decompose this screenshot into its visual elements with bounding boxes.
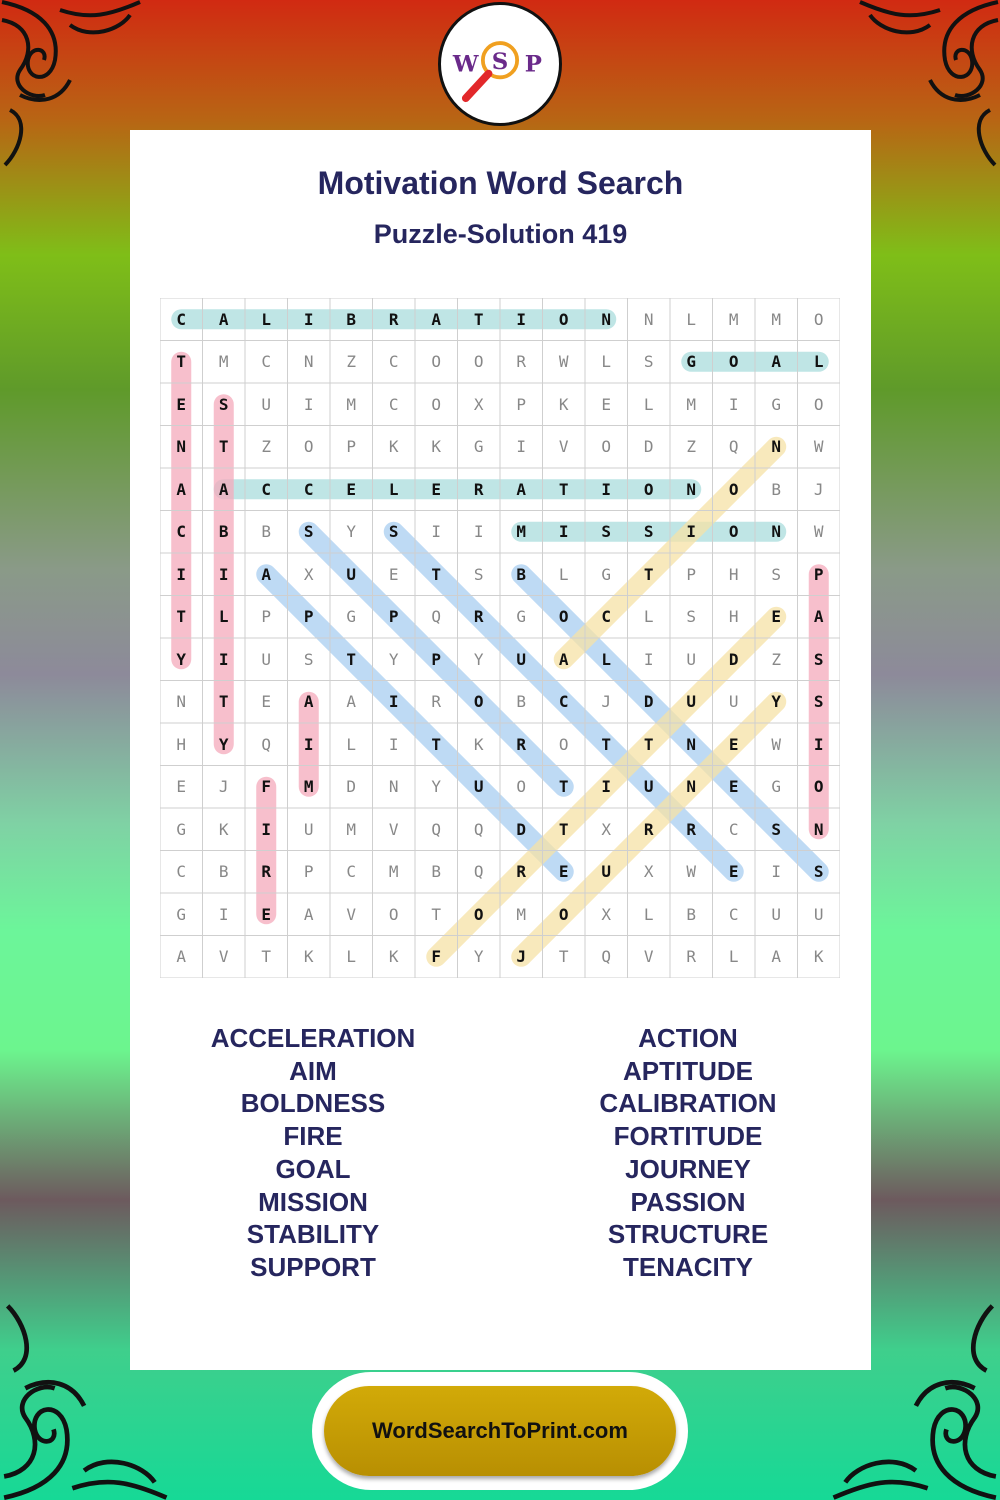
grid-cell[interactable]: L — [218, 607, 229, 627]
grid-cell[interactable]: P — [388, 607, 399, 627]
grid-cell[interactable]: T — [218, 437, 229, 457]
grid-cell[interactable]: T — [558, 819, 569, 839]
grid-cell[interactable]: J — [516, 947, 527, 967]
grid-cell[interactable]: E — [728, 777, 739, 797]
grid-cell[interactable]: Y — [431, 777, 442, 797]
grid-cell[interactable]: N — [771, 437, 782, 457]
word-list-item: TENACITY — [623, 1251, 753, 1282]
word-list-item: STABILITY — [246, 1219, 380, 1250]
word-list-item: JOURNEY — [625, 1153, 751, 1184]
grid-cell[interactable]: O — [303, 437, 314, 457]
grid-cell[interactable]: Z — [346, 352, 357, 372]
grid-cell[interactable]: R — [643, 819, 654, 839]
grid-cell[interactable]: T — [431, 564, 442, 584]
grid-cell[interactable]: L — [643, 904, 654, 924]
grid-cell[interactable]: G — [601, 564, 612, 584]
grid-cell[interactable]: R — [473, 479, 484, 499]
grid-cell[interactable]: O — [558, 309, 569, 329]
word-list-item: GOAL — [275, 1153, 351, 1184]
grid-cell[interactable]: T — [643, 564, 654, 584]
grid-cell[interactable]: W — [558, 352, 569, 372]
grid-cell[interactable]: I — [643, 649, 654, 669]
grid-cell[interactable]: C — [388, 394, 399, 414]
grid-cell[interactable]: U — [643, 777, 654, 797]
grid-cell[interactable]: X — [473, 394, 484, 414]
grid-cell[interactable]: P — [813, 564, 824, 584]
grid-cell[interactable]: O — [473, 692, 484, 712]
grid-cell[interactable]: Z — [686, 437, 697, 457]
grid-cell[interactable]: S — [813, 692, 824, 712]
grid-cell[interactable]: E — [601, 394, 612, 414]
grid-cell[interactable]: K — [218, 819, 229, 839]
grid-cell[interactable]: J — [218, 777, 229, 797]
grid-cell[interactable]: R — [473, 607, 484, 627]
grid-cell[interactable]: Y — [346, 522, 357, 542]
grid-cell[interactable]: S — [686, 607, 697, 627]
grid-cell[interactable]: M — [686, 394, 697, 414]
word-list-right — [503, 1022, 873, 1284]
logo-letter-s: S — [491, 48, 509, 75]
word-list-item: BOLDNESS — [240, 1088, 386, 1119]
grid-cell[interactable]: T — [176, 607, 187, 627]
grid-cell[interactable]: R — [686, 947, 697, 967]
grid-cell[interactable]: I — [261, 819, 272, 839]
grid-cell[interactable]: E — [176, 777, 187, 797]
grid-cell[interactable]: E — [388, 564, 399, 584]
word-list-item: MISSION — [258, 1186, 368, 1217]
grid-cell[interactable]: V — [388, 819, 399, 839]
grid-cell[interactable]: O — [643, 479, 654, 499]
word-list-item: STRUCTURE — [607, 1219, 769, 1250]
grid-cell[interactable]: O — [813, 777, 824, 797]
grid-cell[interactable]: P — [346, 437, 357, 457]
grid-cell[interactable]: Z — [261, 437, 272, 457]
grid-cell[interactable]: S — [813, 862, 824, 882]
grid-cell[interactable]: C — [388, 352, 399, 372]
wsp-logo[interactable] — [438, 2, 562, 126]
word-list-item: FORTITUDE — [613, 1121, 763, 1152]
grid-cell[interactable]: R — [516, 862, 527, 882]
grid-cell[interactable]: C — [728, 819, 739, 839]
grid-cell[interactable]: O — [558, 734, 569, 754]
grid-cell[interactable]: S — [643, 522, 654, 542]
logo-letter-p: P — [524, 51, 542, 78]
grid-cell[interactable]: N — [176, 692, 187, 712]
grid-cell[interactable]: M — [303, 777, 314, 797]
grid-cell[interactable]: C — [728, 904, 739, 924]
grid-cell[interactable]: V — [558, 437, 569, 457]
grid-cell[interactable]: A — [261, 564, 272, 584]
grid-cell[interactable]: E — [261, 904, 272, 924]
grid-cell[interactable]: L — [643, 607, 654, 627]
grid-cell[interactable]: M — [346, 394, 357, 414]
grid-cell[interactable]: C — [176, 862, 187, 882]
grid-cell[interactable]: C — [261, 352, 272, 372]
grid-cell[interactable]: B — [218, 522, 229, 542]
grid-cell[interactable]: I — [686, 522, 697, 542]
grid-cell[interactable]: U — [686, 692, 697, 712]
grid-cell[interactable]: L — [558, 564, 569, 584]
grid-cell[interactable]: E — [728, 862, 739, 882]
grid-cell[interactable]: S — [303, 649, 314, 669]
grid-cell[interactable]: C — [558, 692, 569, 712]
grid-cell[interactable]: I — [176, 564, 187, 584]
grid-cell[interactable]: X — [601, 904, 612, 924]
grid-cell[interactable]: C — [601, 607, 612, 627]
grid-cell[interactable]: K — [303, 947, 314, 967]
grid-cell[interactable]: U — [516, 649, 527, 669]
grid-cell[interactable]: X — [601, 819, 612, 839]
grid-cell[interactable]: C — [176, 309, 187, 329]
grid-cell[interactable]: B — [431, 862, 442, 882]
grid-cell[interactable]: C — [303, 479, 314, 499]
grid-cell[interactable]: M — [728, 309, 739, 329]
grid-cell[interactable]: P — [431, 649, 442, 669]
grid-cell[interactable]: T — [473, 309, 484, 329]
grid-cell[interactable]: B — [516, 564, 527, 584]
grid-cell[interactable]: H — [176, 734, 187, 754]
grid-cell[interactable]: N — [601, 309, 612, 329]
grid-cell[interactable]: O — [431, 394, 442, 414]
grid-cell[interactable]: W — [813, 522, 824, 542]
grid-cell[interactable]: I — [218, 564, 229, 584]
grid-cell[interactable]: Z — [771, 649, 782, 669]
grid-cell[interactable]: T — [431, 904, 442, 924]
grid-cell[interactable]: S — [473, 564, 484, 584]
grid-cell[interactable]: V — [346, 904, 357, 924]
grid-cell[interactable]: U — [686, 649, 697, 669]
grid-cell[interactable]: P — [686, 564, 697, 584]
grid-cell[interactable]: T — [643, 734, 654, 754]
grid-cell[interactable]: M — [516, 904, 527, 924]
grid-cell[interactable]: L — [601, 352, 612, 372]
grid-cell[interactable]: L — [346, 947, 357, 967]
grid-cell[interactable]: M — [516, 522, 527, 542]
grid-cell[interactable]: L — [813, 352, 824, 372]
word-list-item: AIM — [289, 1055, 337, 1086]
grid-cell[interactable]: Q — [473, 819, 484, 839]
grid-cell[interactable]: B — [686, 904, 697, 924]
grid-cell[interactable]: Y — [473, 649, 484, 669]
grid-cell[interactable]: D — [728, 649, 739, 669]
grid-cell[interactable]: N — [303, 352, 314, 372]
grid-cell[interactable]: B — [218, 862, 229, 882]
grid-cell[interactable]: U — [303, 819, 314, 839]
grid-cell[interactable]: Q — [431, 607, 442, 627]
grid-cell[interactable]: T — [218, 692, 229, 712]
grid-cell[interactable]: O — [728, 522, 739, 542]
grid-cell[interactable]: R — [516, 352, 527, 372]
grid-cell[interactable]: I — [218, 904, 229, 924]
grid-cell[interactable]: P — [516, 394, 527, 414]
grid-cell[interactable]: R — [686, 819, 697, 839]
word-list-item: FIRE — [283, 1121, 343, 1152]
grid-cell[interactable]: X — [303, 564, 314, 584]
grid-cell[interactable]: I — [516, 437, 527, 457]
grid-cell[interactable]: W — [813, 437, 824, 457]
grid-cell[interactable]: I — [516, 309, 527, 329]
grid-cell[interactable]: A — [218, 479, 229, 499]
grid-cell[interactable]: E — [558, 862, 569, 882]
grid-cell[interactable]: S — [813, 649, 824, 669]
grid-cell[interactable]: A — [346, 692, 357, 712]
page-title: Motivation Word Search — [317, 165, 684, 201]
grid-cell[interactable]: P — [303, 862, 314, 882]
grid-cell[interactable]: A — [771, 352, 782, 372]
grid-cell[interactable]: D — [346, 777, 357, 797]
grid-cell[interactable]: N — [686, 479, 697, 499]
grid-cell[interactable]: U — [813, 904, 824, 924]
grid-cell[interactable]: N — [388, 777, 399, 797]
grid-cell[interactable]: A — [516, 479, 527, 499]
grid-cell[interactable]: Y — [473, 947, 484, 967]
grid-cell[interactable]: J — [601, 692, 612, 712]
grid-cell[interactable]: R — [261, 862, 272, 882]
grid-cell[interactable]: G — [771, 777, 782, 797]
grid-cell[interactable]: O — [728, 479, 739, 499]
grid-cell[interactable]: N — [686, 777, 697, 797]
grid-cell[interactable]: N — [771, 522, 782, 542]
grid-cell[interactable]: D — [643, 692, 654, 712]
grid-cell[interactable]: R — [431, 692, 442, 712]
grid-cell[interactable]: A — [813, 607, 824, 627]
grid-cell[interactable]: Q — [601, 947, 612, 967]
grid-cell[interactable]: I — [771, 862, 782, 882]
grid-cell[interactable]: E — [261, 692, 272, 712]
grid-cell[interactable]: B — [261, 522, 272, 542]
grid-cell[interactable]: E — [771, 607, 782, 627]
grid-cell[interactable]: T — [558, 777, 569, 797]
grid-cell[interactable]: N — [176, 437, 187, 457]
grid-cell[interactable]: Y — [176, 649, 187, 669]
grid-cell[interactable]: Q — [728, 437, 739, 457]
grid-cell[interactable]: D — [516, 819, 527, 839]
page-subtitle: Puzzle-Solution 419 — [373, 219, 628, 249]
grid-cell[interactable]: G — [473, 437, 484, 457]
grid-cell[interactable]: V — [218, 947, 229, 967]
grid-cell[interactable]: S — [388, 522, 399, 542]
grid-cell[interactable]: T — [346, 649, 357, 669]
word-list-item: PASSION — [630, 1186, 746, 1217]
grid-cell[interactable]: E — [176, 394, 187, 414]
grid-cell[interactable]: G — [516, 607, 527, 627]
word-list-item: APTITUDE — [623, 1055, 753, 1086]
grid-cell[interactable]: P — [261, 607, 272, 627]
grid-cell[interactable]: O — [516, 777, 527, 797]
grid-cell[interactable]: H — [728, 564, 739, 584]
grid-cell[interactable]: O — [813, 394, 824, 414]
corner-ornament-top-left — [0, 0, 150, 170]
word-list-item: ACTION — [638, 1023, 738, 1053]
grid-cell[interactable]: C — [261, 479, 272, 499]
grid-cell[interactable]: C — [176, 522, 187, 542]
grid-cell[interactable]: W — [686, 862, 697, 882]
grid-cell[interactable]: G — [346, 607, 357, 627]
grid-cell[interactable]: M — [771, 309, 782, 329]
puzzle-panel — [130, 130, 871, 1370]
grid-cell[interactable]: F — [261, 777, 272, 797]
grid-cell[interactable]: I — [388, 734, 399, 754]
grid-cell[interactable]: X — [643, 862, 654, 882]
grid-cell[interactable]: S — [643, 352, 654, 372]
grid-cell[interactable]: E — [728, 734, 739, 754]
grid-cell[interactable]: O — [473, 904, 484, 924]
grid-cell[interactable]: I — [303, 309, 314, 329]
grid-cell[interactable]: U — [473, 777, 484, 797]
grid-cell[interactable]: O — [558, 607, 569, 627]
grid-cell[interactable]: K — [813, 947, 824, 967]
grid-cell[interactable]: O — [388, 904, 399, 924]
grid-cell[interactable]: S — [771, 819, 782, 839]
grid-cell[interactable]: A — [176, 947, 187, 967]
grid-cell[interactable]: G — [771, 394, 782, 414]
grid-cell[interactable]: Y — [771, 692, 782, 712]
grid-cell[interactable]: A — [303, 904, 314, 924]
grid-cell[interactable]: E — [346, 479, 357, 499]
grid-cell[interactable]: O — [601, 437, 612, 457]
grid-cell[interactable]: U — [261, 394, 272, 414]
grid-cell[interactable]: S — [771, 564, 782, 584]
grid-cell[interactable]: O — [728, 352, 739, 372]
grid-cell[interactable]: A — [431, 309, 442, 329]
grid-cell[interactable]: L — [601, 649, 612, 669]
grid-cell[interactable]: S — [601, 522, 612, 542]
grid-cell[interactable]: I — [388, 692, 399, 712]
grid-cell[interactable]: H — [728, 607, 739, 627]
grid-cell[interactable]: M — [346, 819, 357, 839]
grid-cell[interactable]: D — [643, 437, 654, 457]
word-list-item: CALIBRATION — [599, 1088, 777, 1119]
word-search-grid[interactable] — [160, 298, 840, 978]
grid-cell[interactable]: G — [176, 904, 187, 924]
grid-cell[interactable]: K — [388, 947, 399, 967]
grid-cell[interactable]: I — [558, 522, 569, 542]
grid-cell[interactable]: L — [261, 309, 272, 329]
grid-cell[interactable]: Y — [388, 649, 399, 669]
grid-cell[interactable]: U — [346, 564, 357, 584]
grid-cell[interactable]: G — [686, 352, 697, 372]
grid-cell[interactable]: R — [388, 309, 399, 329]
grid-cell[interactable]: A — [771, 947, 782, 967]
grid-cell[interactable]: O — [431, 352, 442, 372]
grid-cell[interactable]: W — [771, 734, 782, 754]
grid-cell[interactable]: T — [431, 734, 442, 754]
grid-cell[interactable]: Q — [431, 819, 442, 839]
corner-ornament-top-right — [850, 0, 1000, 170]
grid-cell[interactable]: E — [431, 479, 442, 499]
word-list-left — [128, 1022, 498, 1284]
grid-cell[interactable]: I — [601, 479, 612, 499]
grid-cell[interactable]: T — [558, 479, 569, 499]
grid-cell[interactable]: I — [303, 734, 314, 754]
grid-cell[interactable]: T — [601, 734, 612, 754]
grid-cell[interactable]: F — [431, 947, 442, 967]
grid-cell[interactable]: A — [218, 309, 229, 329]
grid-cell[interactable]: K — [473, 734, 484, 754]
grid-cell[interactable]: L — [686, 309, 697, 329]
grid-cell[interactable]: S — [303, 522, 314, 542]
grid-cell[interactable]: T — [261, 947, 272, 967]
grid-cell[interactable]: O — [813, 309, 824, 329]
grid-cell[interactable]: I — [218, 649, 229, 669]
grid-cell[interactable]: B — [516, 692, 527, 712]
grid-cell[interactable]: A — [558, 649, 569, 669]
grid-cell[interactable]: B — [346, 309, 357, 329]
grid-cell[interactable]: N — [813, 819, 824, 839]
grid-cell[interactable]: V — [643, 947, 654, 967]
grid-cell[interactable]: T — [558, 947, 569, 967]
grid-cell[interactable]: Q — [473, 862, 484, 882]
grid-cell[interactable]: L — [643, 394, 654, 414]
grid-cell[interactable]: A — [303, 692, 314, 712]
footer-badge — [312, 1372, 688, 1490]
grid-cell[interactable]: U — [771, 904, 782, 924]
grid-cell[interactable]: K — [431, 437, 442, 457]
grid-cell[interactable]: N — [643, 309, 654, 329]
grid-cell[interactable]: P — [303, 607, 314, 627]
grid-cell[interactable]: U — [728, 692, 739, 712]
grid-cell[interactable]: C — [346, 862, 357, 882]
word-list-item: SUPPORT — [250, 1251, 376, 1282]
grid-cell[interactable]: J — [813, 479, 824, 499]
grid-cell[interactable]: I — [303, 394, 314, 414]
grid-cell[interactable]: I — [431, 522, 442, 542]
grid-cell[interactable]: I — [813, 734, 824, 754]
grid-cell[interactable]: R — [516, 734, 527, 754]
word-list-item: ACCELERATION — [210, 1023, 416, 1053]
grid-cell[interactable]: Q — [261, 734, 272, 754]
grid-cell[interactable]: K — [388, 437, 399, 457]
grid-cell[interactable]: M — [388, 862, 399, 882]
grid-cell[interactable]: U — [261, 649, 272, 669]
site-link-button[interactable]: WordSearchToPrint.com — [324, 1386, 676, 1476]
grid-cell[interactable]: S — [218, 394, 229, 414]
grid-cell[interactable]: L — [728, 947, 739, 967]
grid-cell[interactable]: Y — [218, 734, 229, 754]
grid-cell[interactable]: O — [473, 352, 484, 372]
grid-cell[interactable]: A — [176, 479, 187, 499]
grid-cell[interactable]: U — [601, 862, 612, 882]
grid-cell[interactable]: M — [218, 352, 229, 372]
grid-cell[interactable]: K — [558, 394, 569, 414]
grid-cell[interactable]: L — [388, 479, 399, 499]
grid-cell[interactable]: I — [728, 394, 739, 414]
grid-cell[interactable]: G — [176, 819, 187, 839]
grid-cell[interactable]: L — [346, 734, 357, 754]
logo-letter-w: W — [452, 51, 479, 78]
grid-cell[interactable]: I — [473, 522, 484, 542]
grid-cell[interactable]: O — [558, 904, 569, 924]
grid-cell[interactable]: N — [686, 734, 697, 754]
grid-cell[interactable]: B — [771, 479, 782, 499]
grid-cell[interactable]: I — [601, 777, 612, 797]
grid-cell[interactable]: T — [176, 352, 187, 372]
